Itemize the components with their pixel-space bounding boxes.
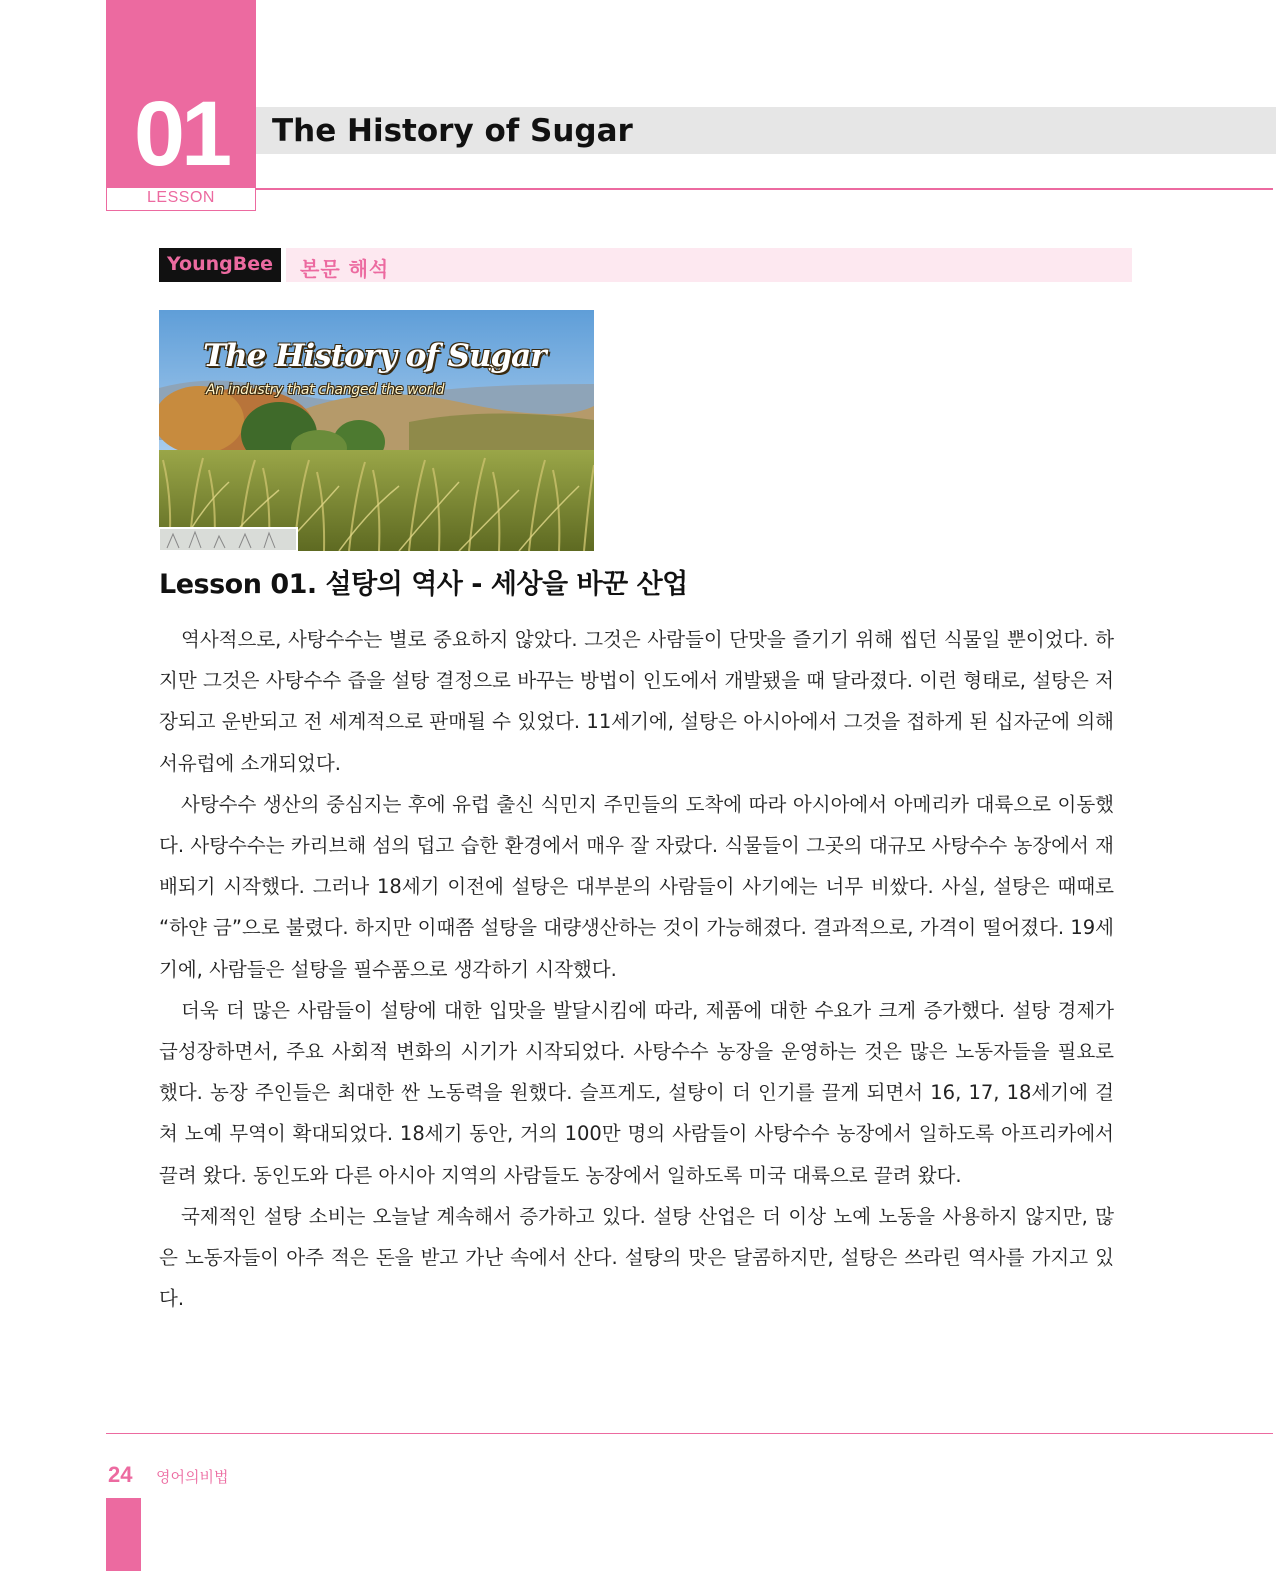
section-tag-label: YoungBee bbox=[167, 253, 273, 275]
paragraph: 국제적인 설탕 소비는 오늘날 계속해서 증가하고 있다. 설탕 산업은 더 이상 노예 노동을 사용하지 않지만, 많은 노동자들이 아주 적은 돈을 받고 가난 속에서 산다. 설탕의 맛은 달콤하지만, 설탕은 쓰라린 역사를 가지고 있다. bbox=[159, 1204, 1114, 1311]
title-divider bbox=[256, 188, 1273, 190]
section-tag bbox=[159, 248, 281, 282]
lesson-number: 01 bbox=[133, 83, 229, 185]
paragraph: 사탕수수 생산의 중심지는 후에 유럽 출신 식민지 주민들의 도착에 따라 아시아에서 아메리카 대륙으로 이동했다. 사탕수수는 카리브해 섬의 덥고 습한 환경에서 매우 잘 자랐다. 식물들이 그곳의 대규모 사탕수수 농장에서 재배되기 시작했다. 그러나 18세기 이전에 설탕은 대부분의 사람들이 사기에는 너무 비쌌다. 사실, 설탕은 때때로 “하얀 금”으로 불렸다. 하지만 이때쯤 설탕을 대량생산하는 것이 가능해졌다. 결과적으로, 가격이 떨어졌다. 19세기에, 사람들은 설탕을 필수품으로 생각하기 시작했다. bbox=[159, 792, 1114, 981]
hero-title: The History of Sugar bbox=[203, 338, 546, 374]
lesson-label-box bbox=[106, 188, 256, 211]
translation-body bbox=[159, 619, 1114, 1319]
hero-image bbox=[159, 310, 594, 551]
page-number: 24 bbox=[108, 1462, 133, 1487]
footer-accent-bar bbox=[106, 1498, 141, 1571]
book-name: 영어의비법 bbox=[156, 1468, 229, 1486]
lesson-title: The History of Sugar bbox=[272, 113, 633, 149]
footer-divider bbox=[106, 1433, 1273, 1434]
section-header-bar bbox=[286, 248, 1132, 282]
section-title: 본문 해석 bbox=[300, 257, 390, 281]
lesson-heading: Lesson 01. 설탕의 역사 - 세상을 바꾼 산업 bbox=[159, 569, 688, 600]
paragraph: 역사적으로, 사탕수수는 별로 중요하지 않았다. 그것은 사람들이 단맛을 즐기기 위해 씹던 식물일 뿐이었다. 하지만 그것은 사탕수수 즙을 설탕 결정으로 바꾸는 방법이 인도에서 개발됐을 때 달라졌다. 이런 형태로, 설탕은 저장되고 운반되고 전 세계적으로 판매될 수 있었다. 11세기에, 설탕은 아시아에서 그것을 접하게 된 십자군에 의해 서유럽에 소개되었다. bbox=[159, 628, 1114, 775]
lesson-number-block bbox=[106, 0, 256, 188]
lesson-label: LESSON bbox=[147, 189, 215, 206]
hero-subtitle: An industry that changed the world bbox=[206, 382, 445, 398]
paragraph: 더욱 더 많은 사람들이 설탕에 대한 입맛을 발달시킴에 따라, 제품에 대한 수요가 크게 증가했다. 설탕 경제가 급성장하면서, 주요 사회적 변화의 시기가 시작되었다. 사탕수수 농장을 운영하는 것은 많은 노동자들을 필요로 했다. 농장 주인들은 최대한 싼 노동력을 원했다. 슬프게도, 설탕이 더 인기를 끌게 되면서 16, 17, 18세기에 걸쳐 노예 무역이 확대되었다. 18세기 동안, 거의 100만 명의 사람들이 사탕수수 농장에서 일하도록 아프리카에서 끌려 왔다. 동인도와 다른 아시아 지역의 사람들도 농장에서 일하도록 미국 대륙으로 끌려 왔다. bbox=[159, 998, 1114, 1187]
lesson-title-bar bbox=[256, 107, 1276, 154]
